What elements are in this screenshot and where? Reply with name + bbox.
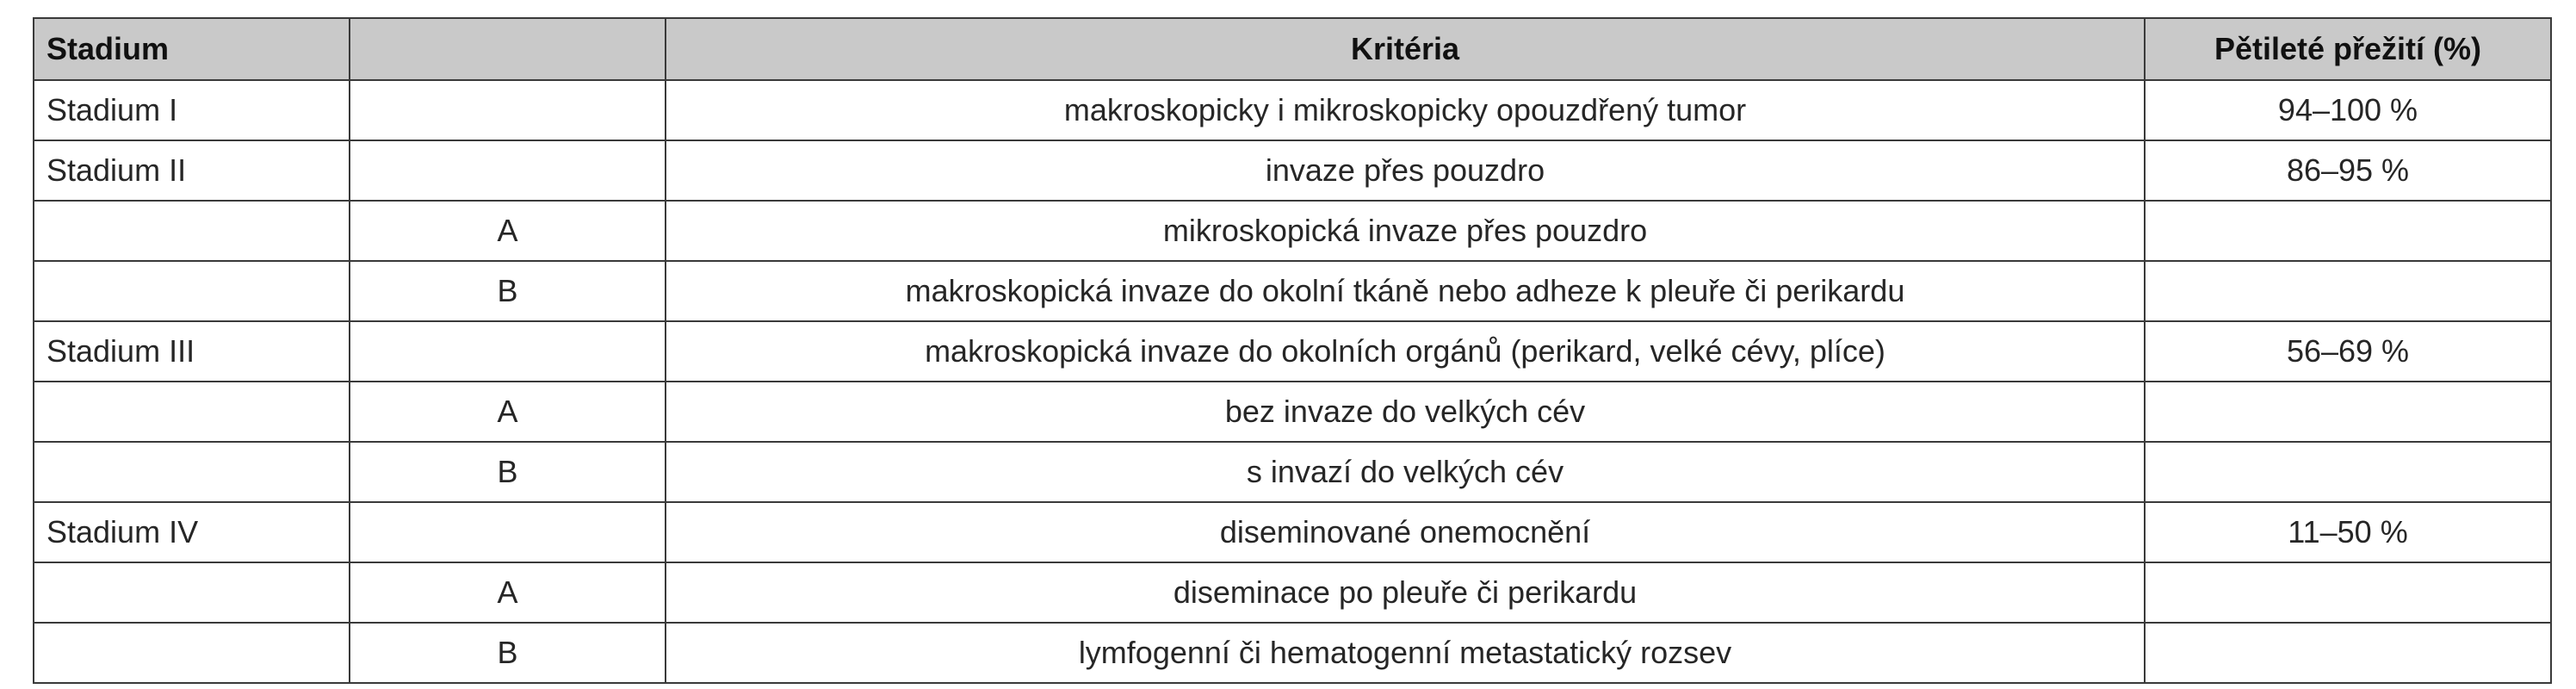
cell-stadium: [34, 382, 350, 442]
cell-kriteria: makroskopická invaze do okolních orgánů (perikard, velké cévy, plíce): [666, 321, 2145, 382]
table-row: [34, 442, 2551, 502]
cell-preziti: [2145, 382, 2551, 442]
table-row: [34, 140, 2551, 201]
cell-stadium: [34, 201, 350, 261]
table-row: [34, 502, 2551, 562]
cell-preziti: [2145, 623, 2551, 683]
cell-preziti: 94–100 %: [2145, 80, 2551, 140]
cell-substage: A: [350, 201, 666, 261]
header-row: [34, 18, 2551, 80]
cell-kriteria: makroskopická invaze do okolní tkáně nebo adheze k pleuře či perikardu: [666, 261, 2145, 321]
cell-substage: [350, 502, 666, 562]
header-preziti: Pětileté přežití (%): [2145, 18, 2551, 80]
table-row: [34, 201, 2551, 261]
cell-preziti: [2145, 261, 2551, 321]
cell-stadium: Stadium IV: [34, 502, 350, 562]
cell-substage: B: [350, 623, 666, 683]
cell-kriteria: mikroskopická invaze přes pouzdro: [666, 201, 2145, 261]
cell-substage: A: [350, 562, 666, 623]
cell-substage: A: [350, 382, 666, 442]
cell-substage: [350, 321, 666, 382]
cell-stadium: Stadium III: [34, 321, 350, 382]
staging-table-container: [33, 17, 2550, 684]
table-body: [34, 80, 2551, 683]
cell-preziti: 56–69 %: [2145, 321, 2551, 382]
cell-kriteria: diseminace po pleuře či perikardu: [666, 562, 2145, 623]
header-stadium: Stadium: [34, 18, 350, 80]
cell-substage: [350, 80, 666, 140]
cell-substage: [350, 140, 666, 201]
cell-stadium: [34, 442, 350, 502]
cell-preziti: [2145, 201, 2551, 261]
cell-kriteria: s invazí do velkých cév: [666, 442, 2145, 502]
table-row: [34, 261, 2551, 321]
cell-kriteria: lymfogenní či hematogenní metastatický rozsev: [666, 623, 2145, 683]
header-kriteria: Kritéria: [666, 18, 2145, 80]
cell-preziti: [2145, 442, 2551, 502]
cell-kriteria: invaze přes pouzdro: [666, 140, 2145, 201]
staging-table: [33, 17, 2552, 684]
cell-preziti: 11–50 %: [2145, 502, 2551, 562]
cell-kriteria: diseminované onemocnění: [666, 502, 2145, 562]
cell-stadium: Stadium I: [34, 80, 350, 140]
cell-substage: B: [350, 442, 666, 502]
cell-substage: B: [350, 261, 666, 321]
cell-preziti: 86–95 %: [2145, 140, 2551, 201]
table-row: [34, 382, 2551, 442]
table-header: [34, 18, 2551, 80]
table-row: [34, 623, 2551, 683]
header-substage: [350, 18, 666, 80]
table-row: [34, 321, 2551, 382]
cell-stadium: [34, 623, 350, 683]
cell-kriteria: makroskopicky i mikroskopicky opouzdřený tumor: [666, 80, 2145, 140]
cell-kriteria: bez invaze do velkých cév: [666, 382, 2145, 442]
cell-preziti: [2145, 562, 2551, 623]
table-row: [34, 80, 2551, 140]
table-row: [34, 562, 2551, 623]
cell-stadium: [34, 562, 350, 623]
cell-stadium: Stadium II: [34, 140, 350, 201]
cell-stadium: [34, 261, 350, 321]
